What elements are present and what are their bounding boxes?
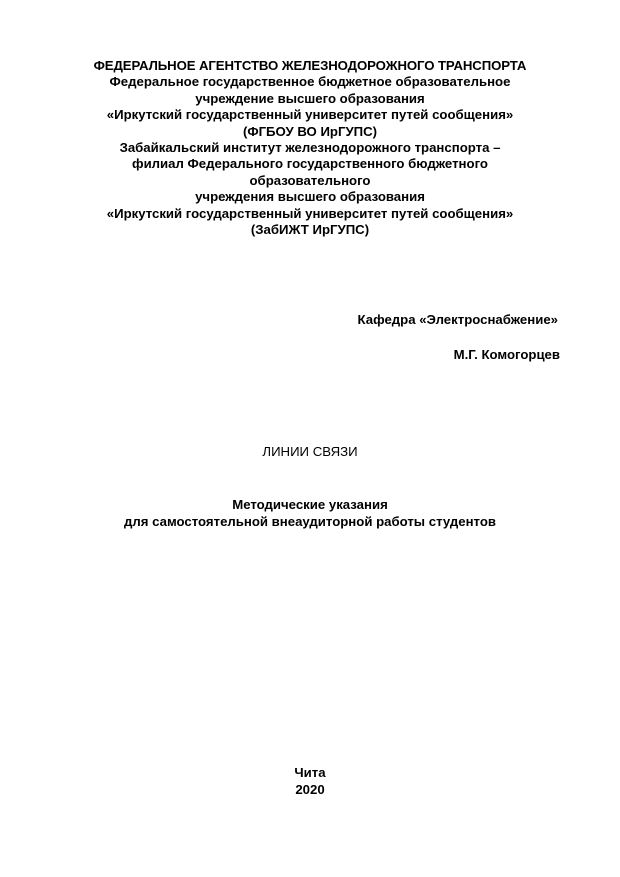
city: Чита [294, 765, 326, 780]
university-abbreviation: (ФГБОУ ВО ИрГУПС) [242, 123, 378, 139]
author-name: М.Г. Комогорцев [453, 347, 560, 362]
institute-name: Забайкальский институт железнодорожного транспорта – [119, 140, 501, 156]
year: 2020 [295, 782, 325, 797]
branch-line: учреждения высшего образования [195, 189, 425, 205]
publication-info [0, 764, 620, 798]
subtitle-line: Методические указания [232, 497, 388, 512]
department-name: Кафедра «Электроснабжение» [357, 312, 558, 327]
institute-abbreviation: (ЗабИЖТ ИрГУПС) [250, 222, 370, 238]
document-title: ЛИНИИ СВЯЗИ [262, 444, 358, 459]
institution-type-line: учреждение высшего образования [195, 90, 425, 106]
agency-name: ФЕДЕРАЛЬНОЕ АГЕНТСТВО ЖЕЛЕЗНОДОРОЖНОГО ТРАНСПОРТА [93, 58, 527, 73]
university-name: «Иркутский государственный университет путей сообщения» [106, 107, 514, 123]
institution-type-line: Федеральное государственное бюджетное образовательное [109, 74, 511, 90]
branch-line: филиал Федерального государственного бюджетного [132, 156, 488, 172]
subtitle-line: для самостоятельной внеаудиторной работы студентов [124, 513, 496, 529]
university-name: «Иркутский государственный университет путей сообщения» [106, 205, 514, 221]
institution-header [40, 58, 580, 238]
document-subtitle [0, 497, 620, 531]
branch-line: образовательного [249, 172, 371, 188]
